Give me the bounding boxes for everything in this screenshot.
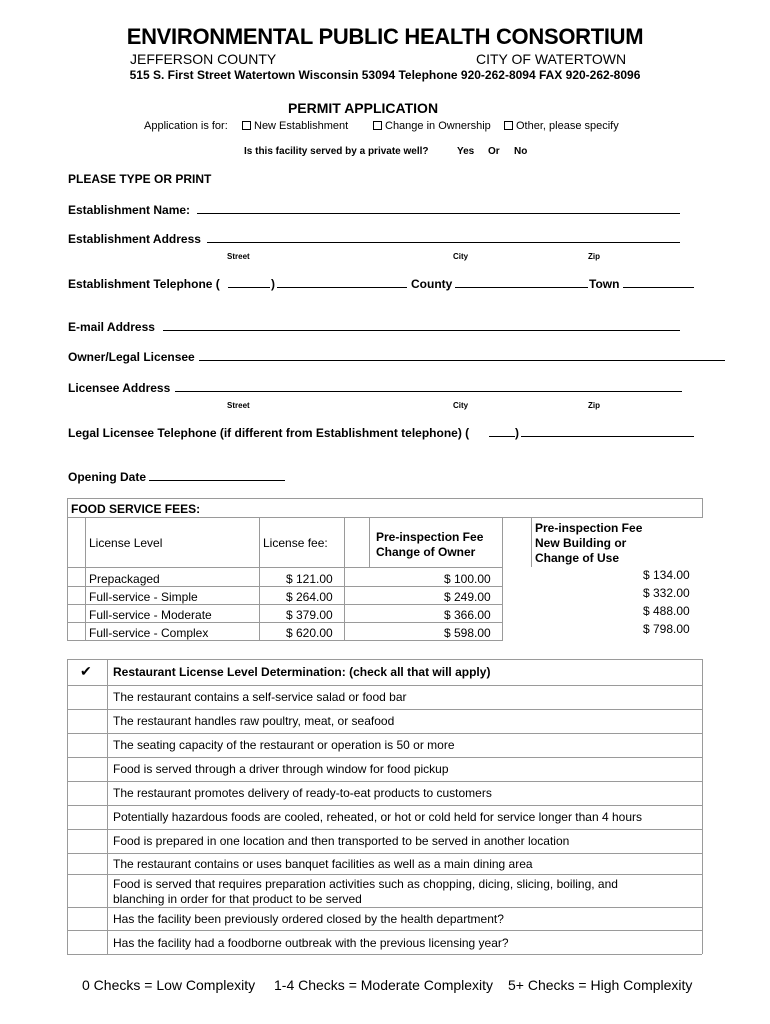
fee-level-complex: Full-service - Complex — [89, 626, 209, 640]
preinspection-change-owner-header: Pre-inspection Fee Change of Owner — [376, 530, 484, 559]
check-cell-drive-through[interactable] — [68, 758, 107, 781]
check-cell-salad-bar[interactable] — [68, 686, 107, 709]
establishment-address-label: Establishment Address — [68, 232, 201, 246]
well-yes[interactable]: Yes — [457, 146, 475, 157]
telephone-number-field[interactable] — [277, 287, 407, 288]
criterion-drive-through: Food is served through a driver through window for food pickup — [113, 762, 449, 776]
licensee-city-caption: City — [453, 401, 469, 410]
legal-telephone-area-code-field[interactable] — [489, 436, 515, 437]
fee-checkbox-complex[interactable] — [68, 623, 85, 640]
licensee-zip-caption: Zip — [588, 401, 600, 410]
fee-license-complex: $ 620.00 — [286, 626, 333, 640]
email-field[interactable] — [163, 330, 680, 331]
telephone-area-code-field[interactable] — [228, 287, 270, 288]
criterion-foodborne-outbreak: Has the facility had a foodborne outbreak with the previous licensing year? — [113, 936, 509, 950]
fee-checkbox-simple[interactable] — [68, 587, 85, 604]
check-cell-hazardous[interactable] — [68, 806, 107, 829]
permit-heading: PERMIT APPLICATION — [287, 100, 439, 116]
criterion-preparation-line2: blanching in order for that product to be served — [113, 892, 362, 906]
county-field[interactable] — [455, 287, 588, 288]
city-caption: City — [453, 252, 469, 261]
street-caption: Street — [227, 252, 250, 261]
change-ownership-checkbox[interactable] — [373, 121, 382, 130]
other-checkbox[interactable] — [504, 121, 513, 130]
town-label: Town — [589, 277, 620, 291]
owner-legal-licensee-field[interactable] — [199, 360, 725, 361]
check-cell-delivery[interactable] — [68, 782, 107, 805]
fee-license-prepackaged: $ 121.00 — [286, 572, 333, 586]
establishment-address-field[interactable] — [207, 242, 680, 243]
email-label: E-mail Address — [68, 320, 155, 334]
fee-level-prepackaged: Prepackaged — [89, 572, 160, 586]
legal-telephone-paren-close: ) — [515, 426, 519, 440]
owner-legal-licensee-label: Owner/Legal Licensee — [68, 350, 195, 364]
fee-owner-prepackaged: $ 100.00 — [444, 572, 491, 586]
preinspection-new-building-header: Pre-inspection Fee New Building or Change of Use — [535, 521, 643, 565]
license-fee-header: License fee: — [263, 536, 328, 550]
checkmark-icon: ✔ — [80, 663, 92, 679]
opening-date-field[interactable] — [149, 480, 285, 481]
establishment-name-label: Establishment Name: — [68, 203, 191, 217]
well-no[interactable]: No — [514, 146, 528, 157]
form-title: ENVIRONMENTAL PUBLIC HEALTH CONSORTIUM — [126, 24, 644, 49]
jefferson-county-label: JEFFERSON COUNTY — [130, 51, 277, 67]
check-cell-seating[interactable] — [68, 734, 107, 757]
opening-date-label: Opening Date — [68, 470, 147, 484]
well-or: Or — [488, 146, 500, 157]
option-other[interactable]: Other, please specify — [504, 120, 619, 132]
criterion-ordered-closed: Has the facility been previously ordered closed by the health department? — [113, 912, 504, 926]
option-new-establishment[interactable]: New Establishment — [242, 120, 348, 132]
moderate-complexity-note: 1-4 Checks = Moderate Complexity — [274, 977, 494, 993]
criterion-delivery: The restaurant promotes delivery of ready-to-eat products to customers — [113, 786, 492, 800]
fee-new-prepackaged: $ 134.00 — [643, 568, 690, 582]
licensee-street-caption: Street — [227, 401, 250, 410]
legal-licensee-telephone-label: Legal Licensee Telephone (if different from Establishment telephone) ( — [68, 426, 470, 440]
criterion-banquet: The restaurant contains or uses banquet facilities as well as a main dining area — [113, 857, 533, 871]
licensee-address-label: Licensee Address — [68, 381, 171, 395]
licensee-address-field[interactable] — [175, 391, 682, 392]
establishment-name-field[interactable] — [197, 213, 680, 214]
telephone-paren-close: ) — [271, 277, 275, 291]
fee-license-simple: $ 264.00 — [286, 590, 333, 604]
license-level-header: License Level — [89, 536, 163, 550]
type-or-print-instruction: PLEASE TYPE OR PRINT — [68, 172, 212, 186]
check-cell-ordered-closed[interactable] — [68, 908, 107, 930]
criterion-transported-food: Food is prepared in one location and then transported to be served in another location — [113, 834, 570, 848]
option-change-ownership[interactable]: Change in Ownership — [373, 120, 491, 132]
town-field[interactable] — [623, 287, 694, 288]
fee-new-simple: $ 332.00 — [643, 586, 690, 600]
determination-heading: Restaurant License Level Determination: (check all that will apply) — [113, 665, 491, 679]
criterion-seating-capacity: The seating capacity of the restaurant or operation is 50 or more — [113, 738, 455, 752]
check-cell-banquet[interactable] — [68, 854, 107, 874]
low-complexity-note: 0 Checks = Low Complexity — [82, 977, 256, 993]
establishment-telephone-label: Establishment Telephone ( — [68, 277, 220, 291]
check-cell-preparation[interactable] — [68, 875, 107, 907]
fee-level-simple: Full-service - Simple — [89, 590, 198, 604]
criterion-hazardous-foods: Potentially hazardous foods are cooled, reheated, or hot or cold held for service longer than 4 hours — [113, 810, 642, 824]
fee-new-complex: $ 798.00 — [643, 622, 690, 636]
check-cell-outbreak[interactable] — [68, 931, 107, 954]
check-cell-raw-poultry[interactable] — [68, 710, 107, 733]
criterion-preparation-line1: Food is served that requires preparation activities such as chopping, dicing, slicing, boiling, and — [113, 877, 618, 891]
check-cell-transported[interactable] — [68, 830, 107, 853]
fee-license-moderate: $ 379.00 — [286, 608, 333, 622]
fee-owner-complex: $ 598.00 — [444, 626, 491, 640]
city-of-watertown-label: CITY OF WATERTOWN — [476, 51, 627, 67]
application-for-label: Application is for: — [144, 120, 228, 132]
fee-new-moderate: $ 488.00 — [643, 604, 690, 618]
fee-level-moderate: Full-service - Moderate — [89, 608, 212, 622]
fee-checkbox-moderate[interactable] — [68, 605, 85, 622]
fee-owner-simple: $ 249.00 — [444, 590, 491, 604]
fee-checkbox-prepackaged[interactable] — [68, 568, 85, 586]
consortium-address: 515 S. First Street Watertown Wisconsin 53094 Telephone 920-262-8094 FAX 920-262-8096 — [129, 68, 641, 82]
county-label: County — [411, 277, 453, 291]
high-complexity-note: 5+ Checks = High Complexity — [508, 977, 693, 993]
zip-caption: Zip — [588, 252, 600, 261]
criterion-salad-bar: The restaurant contains a self-service salad or food bar — [113, 690, 407, 704]
criterion-raw-poultry: The restaurant handles raw poultry, meat, or seafood — [113, 714, 395, 728]
food-service-fees-heading: FOOD SERVICE FEES: — [71, 502, 201, 516]
new-establishment-checkbox[interactable] — [242, 121, 251, 130]
fee-owner-moderate: $ 366.00 — [444, 608, 491, 622]
legal-telephone-number-field[interactable] — [521, 436, 694, 437]
private-well-question: Is this facility served by a private well? — [244, 146, 429, 157]
